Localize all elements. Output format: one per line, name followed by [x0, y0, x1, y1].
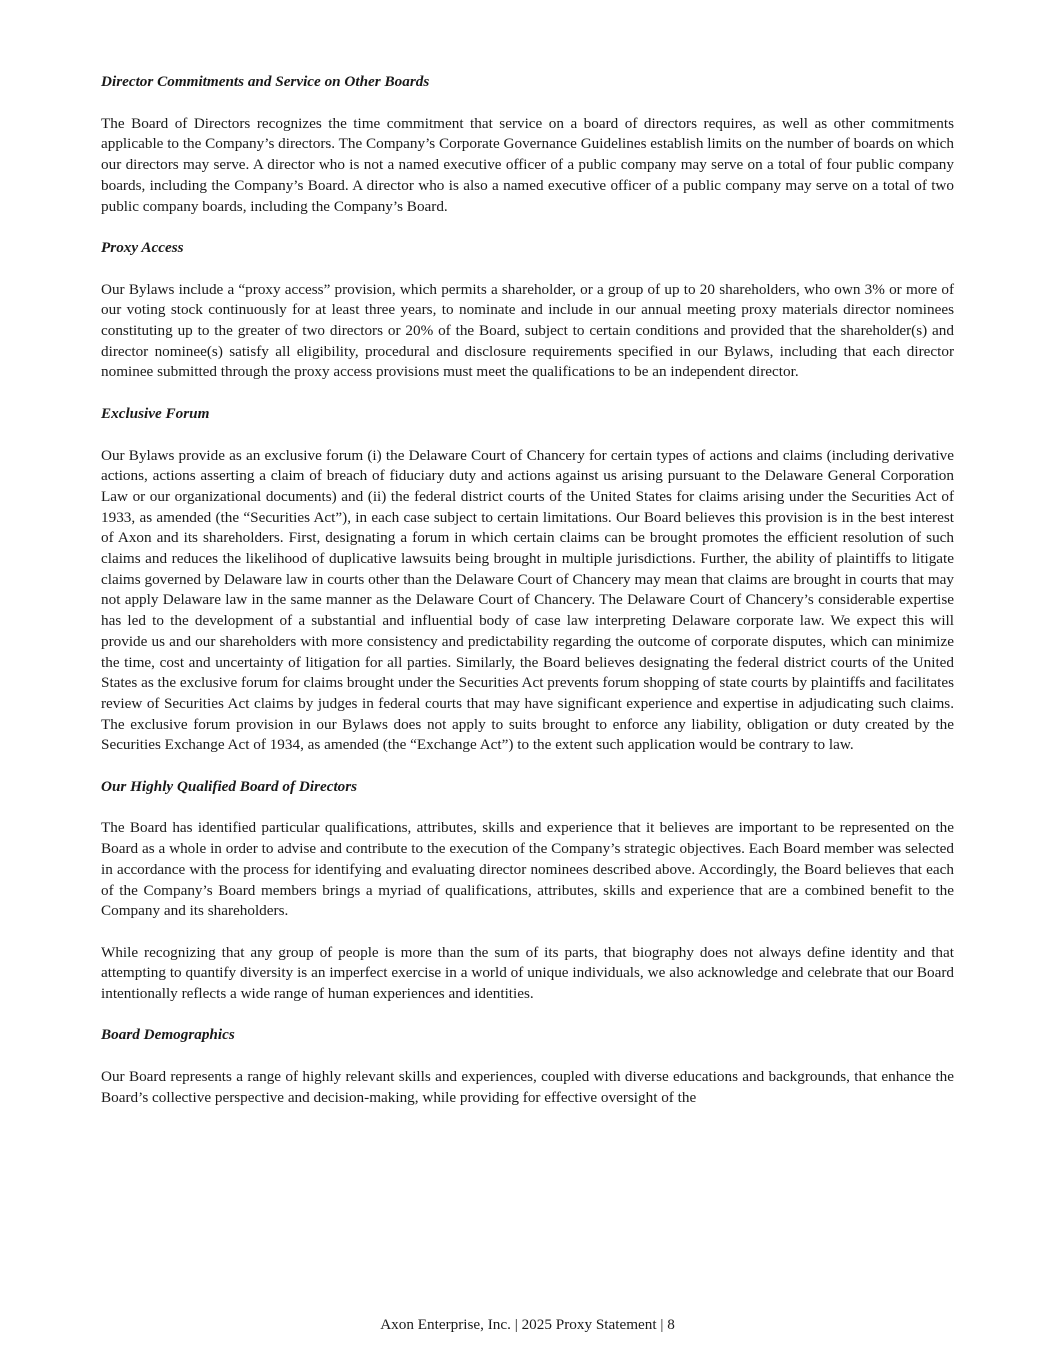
section-heading: Board Demographics: [101, 1026, 235, 1044]
section-paragraph: Our Bylaws include a “proxy access” provision, which permits a shareholder, or a group of up to 20 shareholders, who own 3% or more of our voting stock continuously for at least three years, to nominate and include in our annual meeting proxy materials director nominees constituting up to the greater of two directors or 20% of the Board, subject to certain conditions and provided that the shareholder(s) and director nominee(s) satisfy all eligibility, procedural and disclosure requirements specified in our Bylaws, including that each director nominee submitted through the proxy access provisions must meet the qualifications to be an independent director.: [101, 280, 954, 381]
section-paragraph: The Board of Directors recognizes the time commitment that service on a board of directors requires, as well as other commitments applicable to the Company’s directors. The Company’s Corporate Governance Guidelines establish limits on the number of boards on which our directors may serve. A director who is not a named executive officer of a public company may serve on a total of four public company boards, including the Company’s Board. A director who is also a named executive officer of a public company may serve on a total of two public company boards, including the Company’s Board.: [101, 114, 954, 215]
section-paragraph: Our Bylaws provide as an exclusive forum (i) the Delaware Court of Chancery for certain types of actions and claims (including derivative actions, actions asserting a claim of breach of fiduciary duty and actions against us arising pursuant to the Delaware General Corporation Law or our organizational documents) and (ii) the federal district courts of the United States for claims arising under the Securities Act of 1933, as amended (the “Securities Act”), in each case subject to certain limitations. Our Board believes this provision is in the best interest of Axon and its shareholders. First, designating a forum in which certain claims can be brought promotes the efficient resolution of such claims and reduces the likelihood of duplicative lawsuits being brought in multiple jurisdictions. Further, the ability of plaintiffs to litigate claims governed by Delaware law in courts other than the Delaware Court of Chancery may mean that claims are brought in courts that may not apply Delaware law in the same manner as the Delaware Court of Chancery. The Delaware Court of Chancery’s considerable expertise has led to the development of a substantial and influential body of case law interpreting Delaware corporate law. We expect this will provide us and our shareholders with more consistency and predictability regarding the outcome of corporate disputes, which can minimize the time, cost and uncertainty of litigation for all parties. Similarly, the Board believes designating the federal district courts of the United States as the exclusive forum for claims brought under the Securities Act prevents forum shopping of state courts by plaintiffs and facilitates review of Securities Act claims by judges in federal courts that may have significant experience and expertise in adjudicating such claims. The exclusive forum provision in our Bylaws does not apply to suits brought to enforce any liability, obligation or duty created by the Securities Exchange Act of 1934, as amended (the “Exchange Act”) to the extent such application would be contrary to law.: [101, 446, 954, 754]
section-director-commitments: [101, 72, 954, 217]
page-footer: Axon Enterprise, Inc. | 2025 Proxy Statement | 8: [380, 1316, 675, 1333]
section-heading: Exclusive Forum: [101, 404, 210, 422]
section-heading: Proxy Access: [101, 238, 184, 256]
document-page: [101, 72, 954, 1109]
section-proxy-access: [101, 238, 954, 383]
section-heading: Director Commitments and Service on Other Boards: [101, 73, 430, 90]
section-heading: Our Highly Qualified Board of Directors: [101, 777, 358, 795]
section-paragraph: While recognizing that any group of people is more than the sum of its parts, that biography does not always define identity and that attempting to quantify diversity is an imperfect exercise in a world of unique individuals, we also acknowledge and celebrate that our Board intentionally reflects a wide range of human experiences and identities.: [101, 943, 954, 1003]
section-paragraph: The Board has identified particular qualifications, attributes, skills and experience that it believes are important to be represented on the Board as a whole in order to advise and contribute to the execution of the Company’s strategic objectives. Each Board member was selected in accordance with the process for identifying and evaluating director nominees described above. Accordingly, the Board believes that each of the Company’s Board members brings a myriad of qualifications, attributes, skills and experience that are a combined benefit to the Company and its shareholders.: [101, 819, 954, 920]
section-highly-qualified-board: [101, 777, 954, 1005]
section-board-demographics: [101, 1025, 954, 1108]
section-exclusive-forum: [101, 404, 954, 756]
section-paragraph: Our Board represents a range of highly relevant skills and experiences, coupled with diverse educations and backgrounds, that enhance the Board’s collective perspective and decision-making, while providing for effective oversight of the: [101, 1068, 954, 1106]
